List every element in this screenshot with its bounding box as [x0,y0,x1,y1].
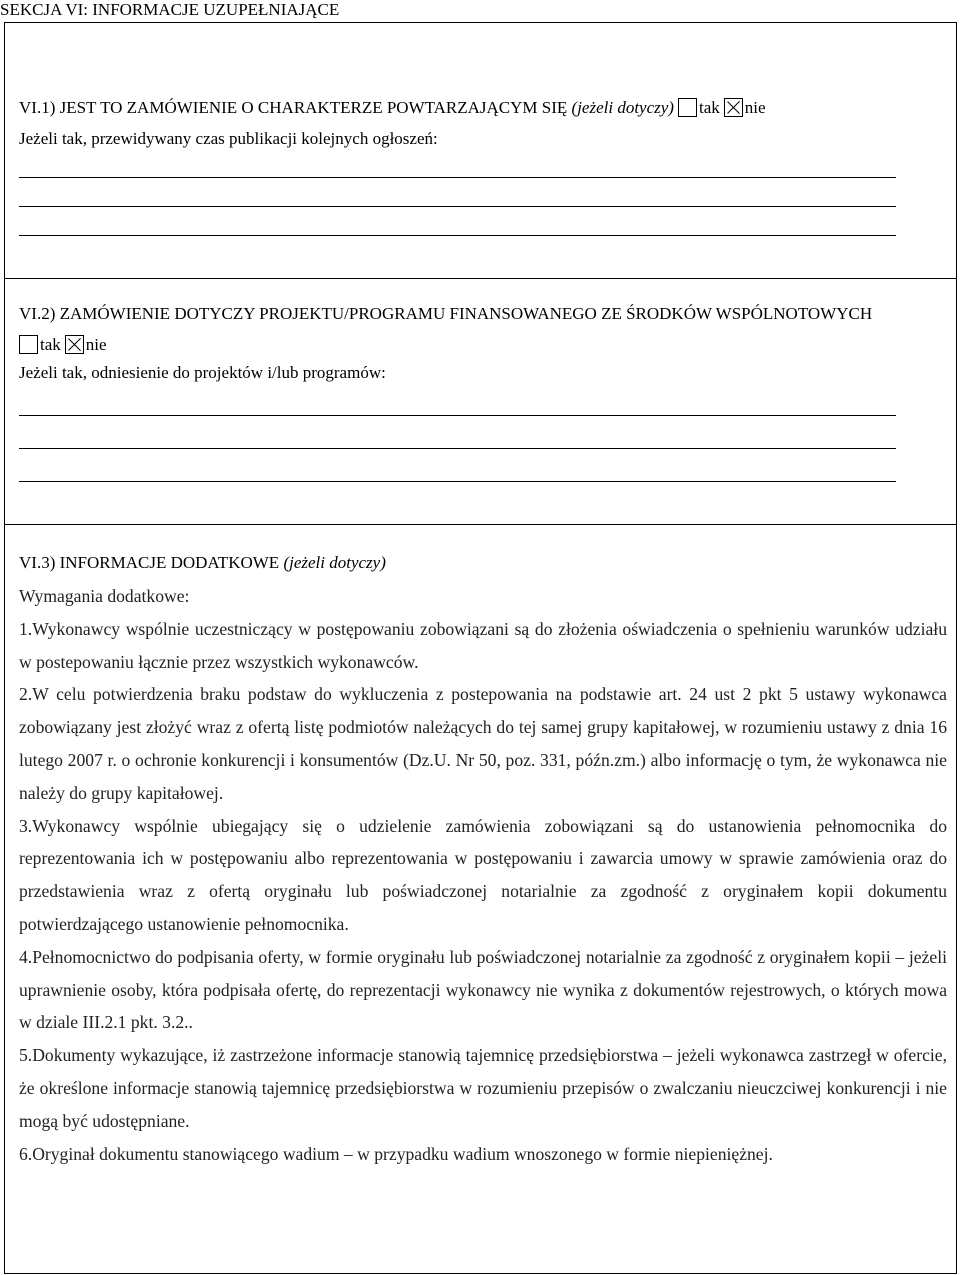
section-vi2-box [4,278,957,524]
requirement-item: 5.Dokumenty wykazujące, iż zastrzeżone informacje stanowią tajemnicę przedsiębiorstwa – jeżeli wykonawca zastrzegł w ofercie, że określone informacje stanowią tajemnicę przedsiębiorstwa w rozumieniu przepisów o zwalczaniu nieuczciwej konkurencji i nie mogą być udostępniane. [19,1045,947,1131]
section-vi3-note: (jeżeli dotyczy) [283,553,386,572]
requirement-item: 6.Oryginał dokumentu stanowiącego wadium – w przypadku wadium wnoszonego w formie niepieniężnej. [19,1143,773,1164]
section-vi2-title: VI.2) ZAMÓWIENIE DOTYCZY PROJEKTU/PROGRAMU FINANSOWANEGO ZE ŚRODKÓW WSPÓLNOTOWYCH [19,304,873,323]
label-tak: tak [698,98,720,117]
requirements-heading: Wymagania dodatkowe: [19,586,190,606]
requirement-item: 1.Wykonawcy wspólnie uczestniczący w postępowaniu zobowiązani są do złożenia oświadczenia o spełnieniu warunków udziału w postepowaniu łącznie przez wszystkich wykonawców. [19,618,947,672]
answer-line[interactable] [19,415,896,416]
label-nie: nie [744,98,766,117]
section-vi2-checkbox-row [15,335,107,355]
section-header: SEKCJA VI: INFORMACJE UZUPEŁNIAJĄCE [0,0,340,19]
checkbox-nie-checked[interactable] [724,98,743,117]
checkbox-tak[interactable] [678,98,697,117]
answer-line[interactable] [19,448,896,449]
answer-line[interactable] [19,481,896,482]
requirement-item: 4.Pełnomocnictwo do podpisania oferty, w formie oryginału lub poświadczonej notarialnie za zgodność z oryginałem kopii – jeżeli uprawnienie osoby, która podpisała ofertę, do reprezentacji wykonawcy nie wynika z dokumentów rejestrowych, o których mowa w dziale III.2.1 pkt. 3.2.. [19,946,947,1033]
checkbox-tak[interactable] [19,335,38,354]
answer-line[interactable] [19,177,896,178]
section-vi1-title: VI.1) JEST TO ZAMÓWIENIE O CHARAKTERZE POWTARZAJĄCYM SIĘ [19,98,568,117]
section-vi1-subtitle: Jeżeli tak, przewidywany czas publikacji kolejnych ogłoszeń: [19,129,438,148]
label-nie: nie [85,335,107,354]
section-vi2-subtitle: Jeżeli tak, odniesienie do projektów i/lub programów: [19,363,386,382]
answer-line[interactable] [19,206,896,207]
section-vi3-box [4,524,957,1274]
answer-line[interactable] [19,235,896,236]
section-vi1-title-row [19,98,766,118]
checkbox-nie-checked[interactable] [65,335,84,354]
requirement-item: 2.W celu potwierdzenia braku podstaw do wykluczenia z postepowania na podstawie art. 24 ust 2 pkt 5 ustawy wykonawca zobowiązany jest złożyć wraz z ofertą listę podmiotów należących do tej samej grupy kapitałowej, w rozumieniu ustawy z dnia 16 lutego 2007 r. o ochronie konkurencji i konsumentów (Dz.U. Nr 50, poz. 331, późn.zm.) albo informację o tym, że wykonawca nie należy do grupy kapitałowej. [19,684,947,803]
section-vi1-box [4,22,957,278]
requirement-item: 3.Wykonawcy wspólnie ubiegający się o udzielenie zamówienia zobowiązani są do ustanowienia pełnomocnika do reprezentowania ich w postępowaniu albo reprezentowania w postępowaniu i zawarcia umowy w sprawie zamówienia oraz do przedstawienia wraz z ofertą oryginału lub poświadczonej notarialnie za zgodność z oryginałem kopii dokumentu potwierdzającego ustanowienie pełnomocnika. [19,815,947,934]
section-vi3-title: VI.3) INFORMACJE DODATKOWE [19,553,280,572]
section-vi3-title-row [19,553,386,573]
section-vi1-note: (jeżeli dotyczy) [571,98,674,117]
label-tak: tak [40,335,61,354]
additional-requirements [19,580,947,1170]
